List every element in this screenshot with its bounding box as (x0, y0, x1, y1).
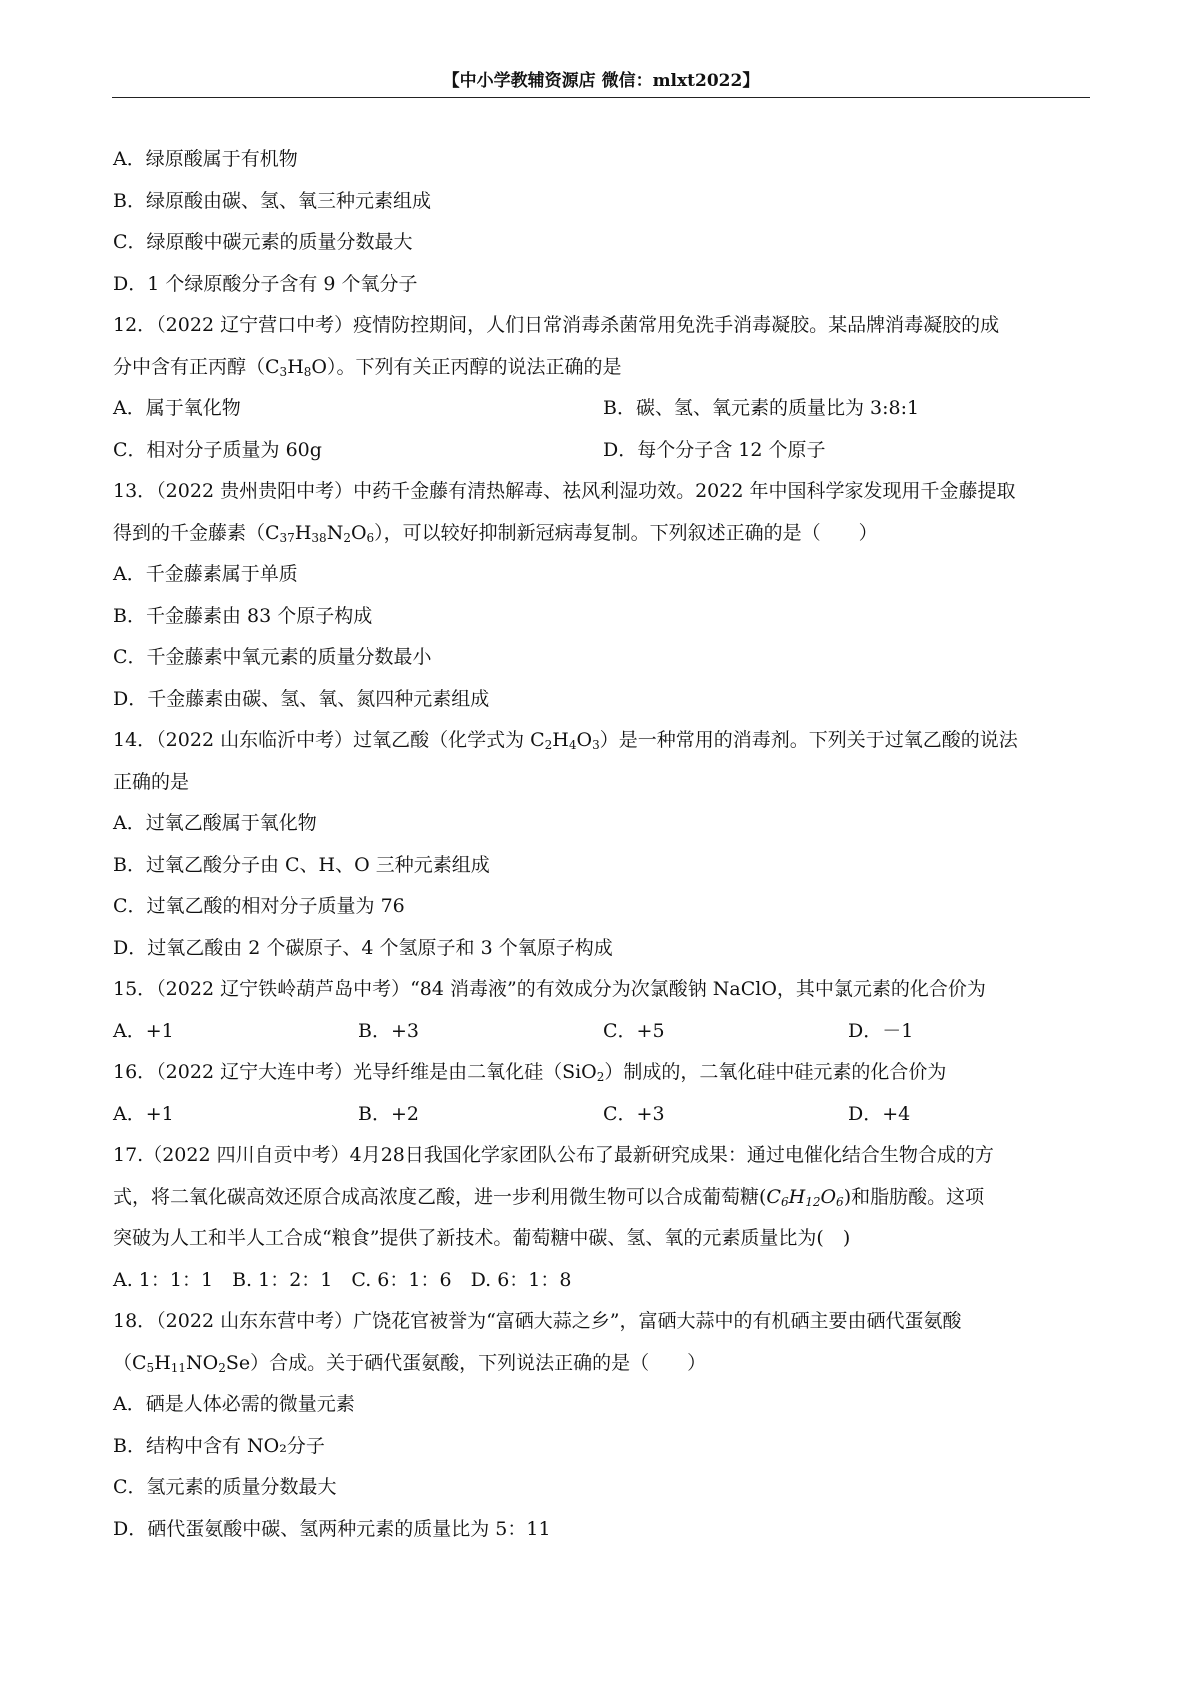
q15-option-b: B．+3 (358, 1019, 419, 1042)
q13-stem-line2: 得到的千金藤素$(C_{37}H_{38}N_2O_6)$，可以较好抑制新冠病毒复制。下列叙述正确的是（ ） (113, 521, 878, 545)
q16-option-c: C．+3 (603, 1102, 665, 1125)
q14-option-a: A．过氧乙酸属于氧化物 (113, 812, 317, 834)
glucose-formula: $C_6H_{12}O_6$ (766, 1185, 844, 1209)
q14-option-c: C．过氧乙酸的相对分子质量为 76 (113, 895, 405, 917)
q18-stem-line2: $(C_5H_{11}NO_2Se)$合成。关于硒代蛋氨酸，下列说法正确的是（ ） (113, 1351, 707, 1375)
q15-stem: 15．（2022 辽宁铁岭葫芦岛中考）“84 消毒液”的有效成分为次氯酸钠 NaClO，其中氯元素的化合价为 (113, 978, 986, 1000)
q12-option-d: D．每个分子含 12 个原子 (603, 438, 826, 461)
q18-option-b: B．结构中含有 NO₂分子 (113, 1434, 325, 1457)
q12-stem-line1: 12．（2022 辽宁营口中考）疫情防控期间，人们日常消毒杀菌常用免洗手消毒凝胶。某品牌消毒凝胶的成 (113, 314, 1000, 336)
q14-stem-line1: 14．（2022 山东临沂中考）过氧乙酸（化学式为 $C_2H_4O_3$）是一种常用的消毒剂。下列关于过氧乙酸的说法 (113, 729, 1018, 752)
page-header: 【中小学教辅资源店 微信：mlxt2022】 (442, 71, 760, 91)
q12-option-c: C．相对分子质量为 60g (113, 438, 322, 461)
q13-option-a: A．千金藤素属于单质 (113, 563, 298, 585)
q18-option-a: A．硒是人体必需的微量元素 (113, 1393, 355, 1415)
q14-option-d: D．过氧乙酸由 2 个碳原子、4 个氢原子和 3 个氧原子构成 (113, 936, 613, 959)
q15-option-a: A．+1 (113, 1019, 174, 1042)
q11-option-b: B．绿原酸由碳、氢、氧三种元素组成 (113, 189, 431, 212)
q13-option-c: C．千金藤素中氧元素的质量分数最小 (113, 646, 432, 668)
header-rule (112, 97, 1090, 98)
q13-option-b: B．千金藤素由 83 个原子构成 (113, 604, 373, 627)
q12-options-row1 (113, 392, 1093, 434)
q13-option-d: D．千金藤素由碳、氢、氧、氮四种元素组成 (113, 687, 490, 710)
q17-stem-line3: 突破为人工和半人工合成“粮食”提供了新技术。葡萄糖中碳、氢、氧的元素质量比为( ) (113, 1227, 851, 1249)
q14-stem-line2: 正确的是 (113, 770, 190, 793)
q12-option-a: A．属于氧化物 (113, 397, 241, 419)
q18-option-c: C．氢元素的质量分数最大 (113, 1476, 337, 1498)
q12-stem-line2: 分中含有正丙醇$(C_3H_8O)$。下列有关正丙醇的说法正确的是 (113, 355, 622, 379)
q15-options (113, 1015, 1093, 1057)
q13-stem-line1: 13．（2022 贵州贵阳中考）中药千金藤有清热解毒、祛风利湿功效。2022 年中国科学家发现用千金藤提取 (113, 480, 1016, 502)
q11-option-c: C．绿原酸中碳元素的质量分数最大 (113, 231, 413, 253)
q18-option-d: D．硒代蛋氨酸中碳、氢两种元素的质量比为 5：11 (113, 1517, 551, 1540)
q16-options (113, 1098, 1093, 1140)
q17-options: A. 1：1：1 B. 1：2：1 C. 6：1：6 D. 6：1：8 (113, 1268, 572, 1291)
document-body (113, 143, 1093, 1554)
q17-stem-line2: 式，将二氧化碳高效还原合成高浓度乙酸，进一步利用微生物可以合成葡萄糖$(C_6H_{12}O_6)$和脂肪酸。这项 (113, 1185, 985, 1209)
q17-stem-line1: 17.（2022 四川自贡中考）4月28日我国化学家团队公布了最新研究成果：通过电催化结合生物合成的方 (113, 1144, 994, 1166)
q11-option-d: D．1 个绿原酸分子含有 9 个氧分子 (113, 272, 418, 295)
q12-options-row2 (113, 434, 1093, 476)
q12-option-b: B．碳、氢、氧元素的质量比为 3:8:1 (603, 397, 920, 419)
q11-option-a: A．绿原酸属于有机物 (113, 148, 298, 170)
q14-option-b: B．过氧乙酸分子由 C、H、O 三种元素组成 (113, 853, 490, 876)
q15-option-c: C．+5 (603, 1019, 665, 1042)
q18-stem-line1: 18．（2022 山东东营中考）广饶花官被誉为“富硒大蒜之乡”，富硒大蒜中的有机硒主要由硒代蛋氨酸 (113, 1310, 962, 1332)
q16-option-d: D．+4 (848, 1102, 911, 1125)
q15-option-d: D．－1 (848, 1019, 914, 1042)
q16-stem: 16．（2022 辽宁大连中考）光导纤维是由二氧化硅（SiO$_2$）制成的，二氧化硅中硅元素的化合价为 (113, 1061, 947, 1084)
q16-option-a: A．+1 (113, 1102, 174, 1125)
q16-option-b: B．+2 (358, 1102, 419, 1125)
